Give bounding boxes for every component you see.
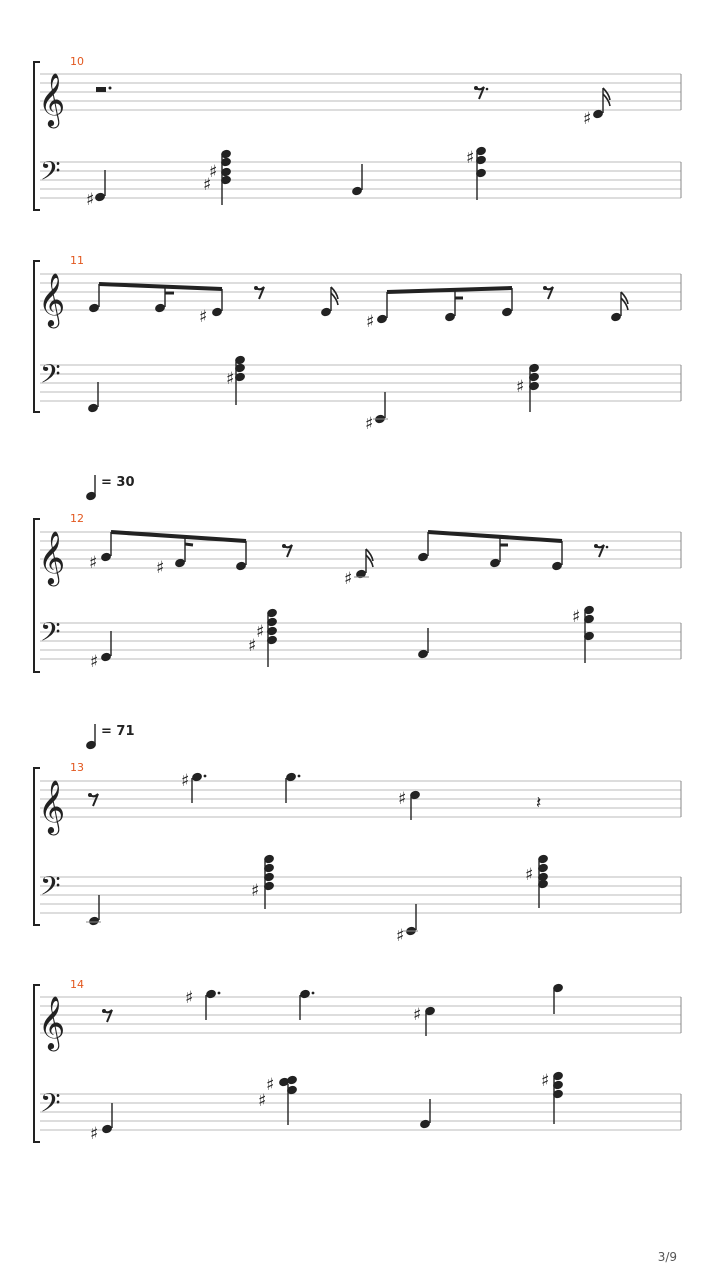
svg-text:♯: ♯ [266,1075,275,1095]
svg-text:♯: ♯ [181,771,190,791]
svg-text:♯: ♯ [199,307,208,327]
svg-text:♯: ♯ [248,636,257,656]
system-5 [34,978,681,1144]
measure-number: 13 [70,761,84,774]
svg-text:♯: ♯ [541,1071,550,1091]
svg-text:♯: ♯ [396,926,405,946]
bass-staff [40,877,681,913]
treble-staff [40,274,681,310]
treble-staff [40,997,681,1033]
treble-staff [40,532,681,568]
svg-text:♯: ♯ [251,881,260,901]
system-2 [34,254,681,434]
treble-clef-icon: 𝄞 [38,530,66,584]
treble-clef-icon: 𝄞 [38,779,66,833]
tempo-text: = 30 [101,475,135,490]
svg-text:♯: ♯ [203,175,212,195]
svg-text:♯: ♯ [89,553,98,573]
bass-clef-icon: 𝄢 [40,870,61,908]
tempo-mark [85,475,135,501]
bass-clef-icon: 𝄢 [40,155,61,193]
treble-staff [40,781,681,817]
rest [96,87,106,92]
treble-clef-icon: 𝄞 [38,272,66,326]
svg-text:♯: ♯ [209,162,218,182]
svg-text:♯: ♯ [156,558,165,578]
treble-clef-icon: 𝄞 [38,995,66,1049]
svg-text:♯: ♯ [226,369,235,389]
svg-text:♯: ♯ [90,652,99,672]
measure-number: 11 [70,254,84,267]
measure-number: 14 [70,978,84,991]
svg-text:♯: ♯ [398,789,407,809]
svg-text:♯: ♯ [466,148,475,168]
page-number: 3/9 [657,1250,677,1264]
measure-number: 12 [70,512,84,525]
svg-text:♯: ♯ [365,414,374,434]
system-1 [34,55,681,210]
svg-text:♯: ♯ [366,312,375,332]
svg-text:♯: ♯ [572,607,581,627]
treble-staff [40,74,681,110]
svg-text:♯: ♯ [256,622,265,642]
svg-text:♯: ♯ [90,1124,99,1144]
bass-clef-icon: 𝄢 [40,358,61,396]
tempo-mark [85,724,135,750]
sharp-icon: ♯ [583,109,592,129]
system-3 [34,475,681,672]
bass-staff [40,365,681,401]
bass-clef-icon: 𝄢 [40,616,61,654]
svg-text:♯: ♯ [516,377,525,397]
svg-text:♯: ♯ [185,988,194,1008]
svg-text:♯: ♯ [525,865,534,885]
sharp-icon: ♯ [86,190,95,210]
system-4 [34,724,681,946]
bass-staff [40,1094,681,1130]
svg-text:♯: ♯ [413,1005,422,1025]
bass-clef-icon: 𝄢 [40,1087,61,1125]
tempo-text: = 71 [101,724,135,739]
measure-number: 10 [70,55,84,68]
svg-text:𝄽: 𝄽 [536,793,542,813]
svg-text:♯: ♯ [344,569,353,589]
svg-text:♯: ♯ [258,1091,267,1111]
treble-clef-icon: 𝄞 [38,72,66,126]
